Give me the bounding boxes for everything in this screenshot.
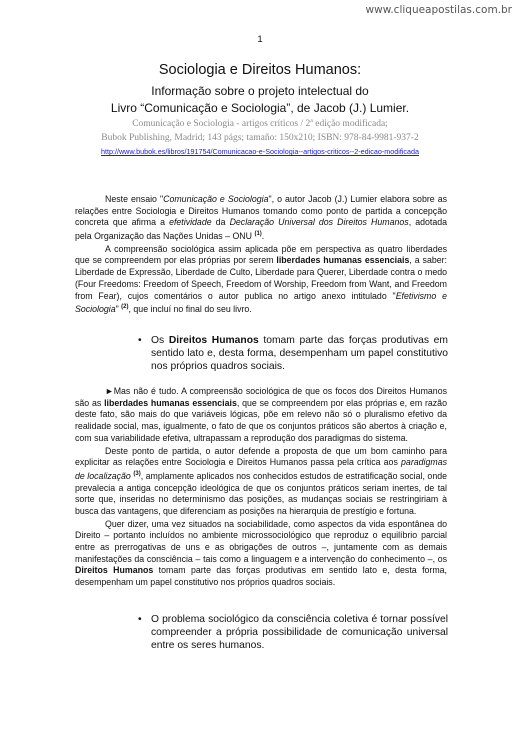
footnote-ref-2: (2) xyxy=(121,304,129,311)
book-link[interactable]: http://www.bubok.es/libros/191754/Comunicacao-e-Sociologia--artigos-criticos--2-edicao-modificada xyxy=(101,147,419,156)
paragraph-4: Deste ponto de partida, o autor defende a proposta de que um bom caminho para explicitar as relações entre Sociologia e Direitos Humanos passa pela crítica aos paradigmas de localização $^{(3)}$, amplamente aplicados nos conhecidos estudos de estratificação social, onde prevalecia a antiga concepção ideológica de que os conjuntos práticos seriam inertes, de tal sorte que, inseridas no determinismo das posições, as mudanças sociais se restringiriam à busca das vantagens, que diferenciam as posições na hierarquia de prestígio e fortuna. xyxy=(75,445,447,516)
footnote-ref-1: (1) xyxy=(254,231,262,238)
document-title: Sociologia e Direitos Humanos: xyxy=(158,62,362,78)
paragraph-1: Neste ensaio "Comunicação e Sociologia", o autor Jacob (J.) Lumier elabora sobre as relações entre Sociologia e Direitos Humanos tomando como ponto de partida a concepção concreta que afirma a efetividade da Declaração Universal dos Direitos Humanos, adotada pela Organização das Nações Unidas – ONU $^{(1)}$. xyxy=(75,194,448,242)
page-number: 1 xyxy=(257,34,263,45)
bullet-icon: • xyxy=(138,614,142,625)
paragraph-2: A compreensão sociológica assim aplicada põe em perspectiva as quatro liberdades que se compreendem por elas próprias por serem liberdades humanas essenciais, a saber: Liberdade de Expressão, Liberdade de Culto, Liberdade para Querer, Liberdade contra o medo (Four Freedoms: Freedom of Speech, Freedom of Worship, Freedom from Want, and Freedom from Fear), cujos comentários o autor publica no artigo anexo intitulado "Efetivismo e Sociologia" $^{(2)}$, que incluí no final do seu livro. xyxy=(75,243,447,315)
bullet-item-1: • Os Direitos Humanos tomam parte das forças produtivas em sentido lato e, desta forma, desempenham um papel constitutivo nos próprios quadros sociais. xyxy=(138,335,448,373)
document-subtitle-2: Livro “Comunicação e Sociologia”, de Jacob (J.) Lumier. xyxy=(110,101,410,115)
main-section xyxy=(75,386,447,589)
book-info-line-1: Comunicação e Sociologia - artigos críticos / 2ª edição modificada; xyxy=(132,119,388,129)
paragraph-3: ►Mas não é tudo. A compreensão sociológica de que os focos dos Direitos Humanos são as liberdades humanas essenciais, que se compreendem por elas próprias e, em razão deste fato, são mais do que variáveis lógicas, põe em relevo não só o pluralismo efetivo da realidade social, mas, igualmente, o fato de que os conjuntos práticos são abertos à criação e, com sua variabilidade efetiva, ultrapassam a reprodução dos paradigmas do sistema. xyxy=(75,386,447,443)
bullet-item-2: • O problema sociológico da consciência coletiva é tornar possível compreender a própria possibilidade de comunicação universal entre os seres humanos. xyxy=(138,614,448,652)
intro-section xyxy=(75,194,447,316)
watermark: www.cliqueapostilas.com.br xyxy=(365,4,512,16)
footnote-ref-3: (3) xyxy=(133,470,141,477)
document-subtitle-1: Informação sobre o projeto intelectual do xyxy=(151,84,369,98)
paragraph-5: Quer dizer, uma vez situados na sociabilidade, como aspectos da vida espontânea do Direito – portanto incluídos no ambiente microssociológico que reproduz o equilíbrio parcial entre as prerrogativas de uns e as obrigações de outros –, juntamente com as demais manifestações da consciência – tais como a linguagem e a intervenção do conhecimento –, os Direitos Humanos tomam parte das forças produtivas em sentido lato e, desta forma, desempenham um papel constitutivo nos próprios quadros sociais. xyxy=(75,518,447,588)
book-info-line-2: Bubok Publishing, Madrid; 143 págs; tamaño: 150x210; ISBN: 978-84-9981-937-2 xyxy=(101,133,419,143)
bullet-icon: • xyxy=(138,335,142,346)
